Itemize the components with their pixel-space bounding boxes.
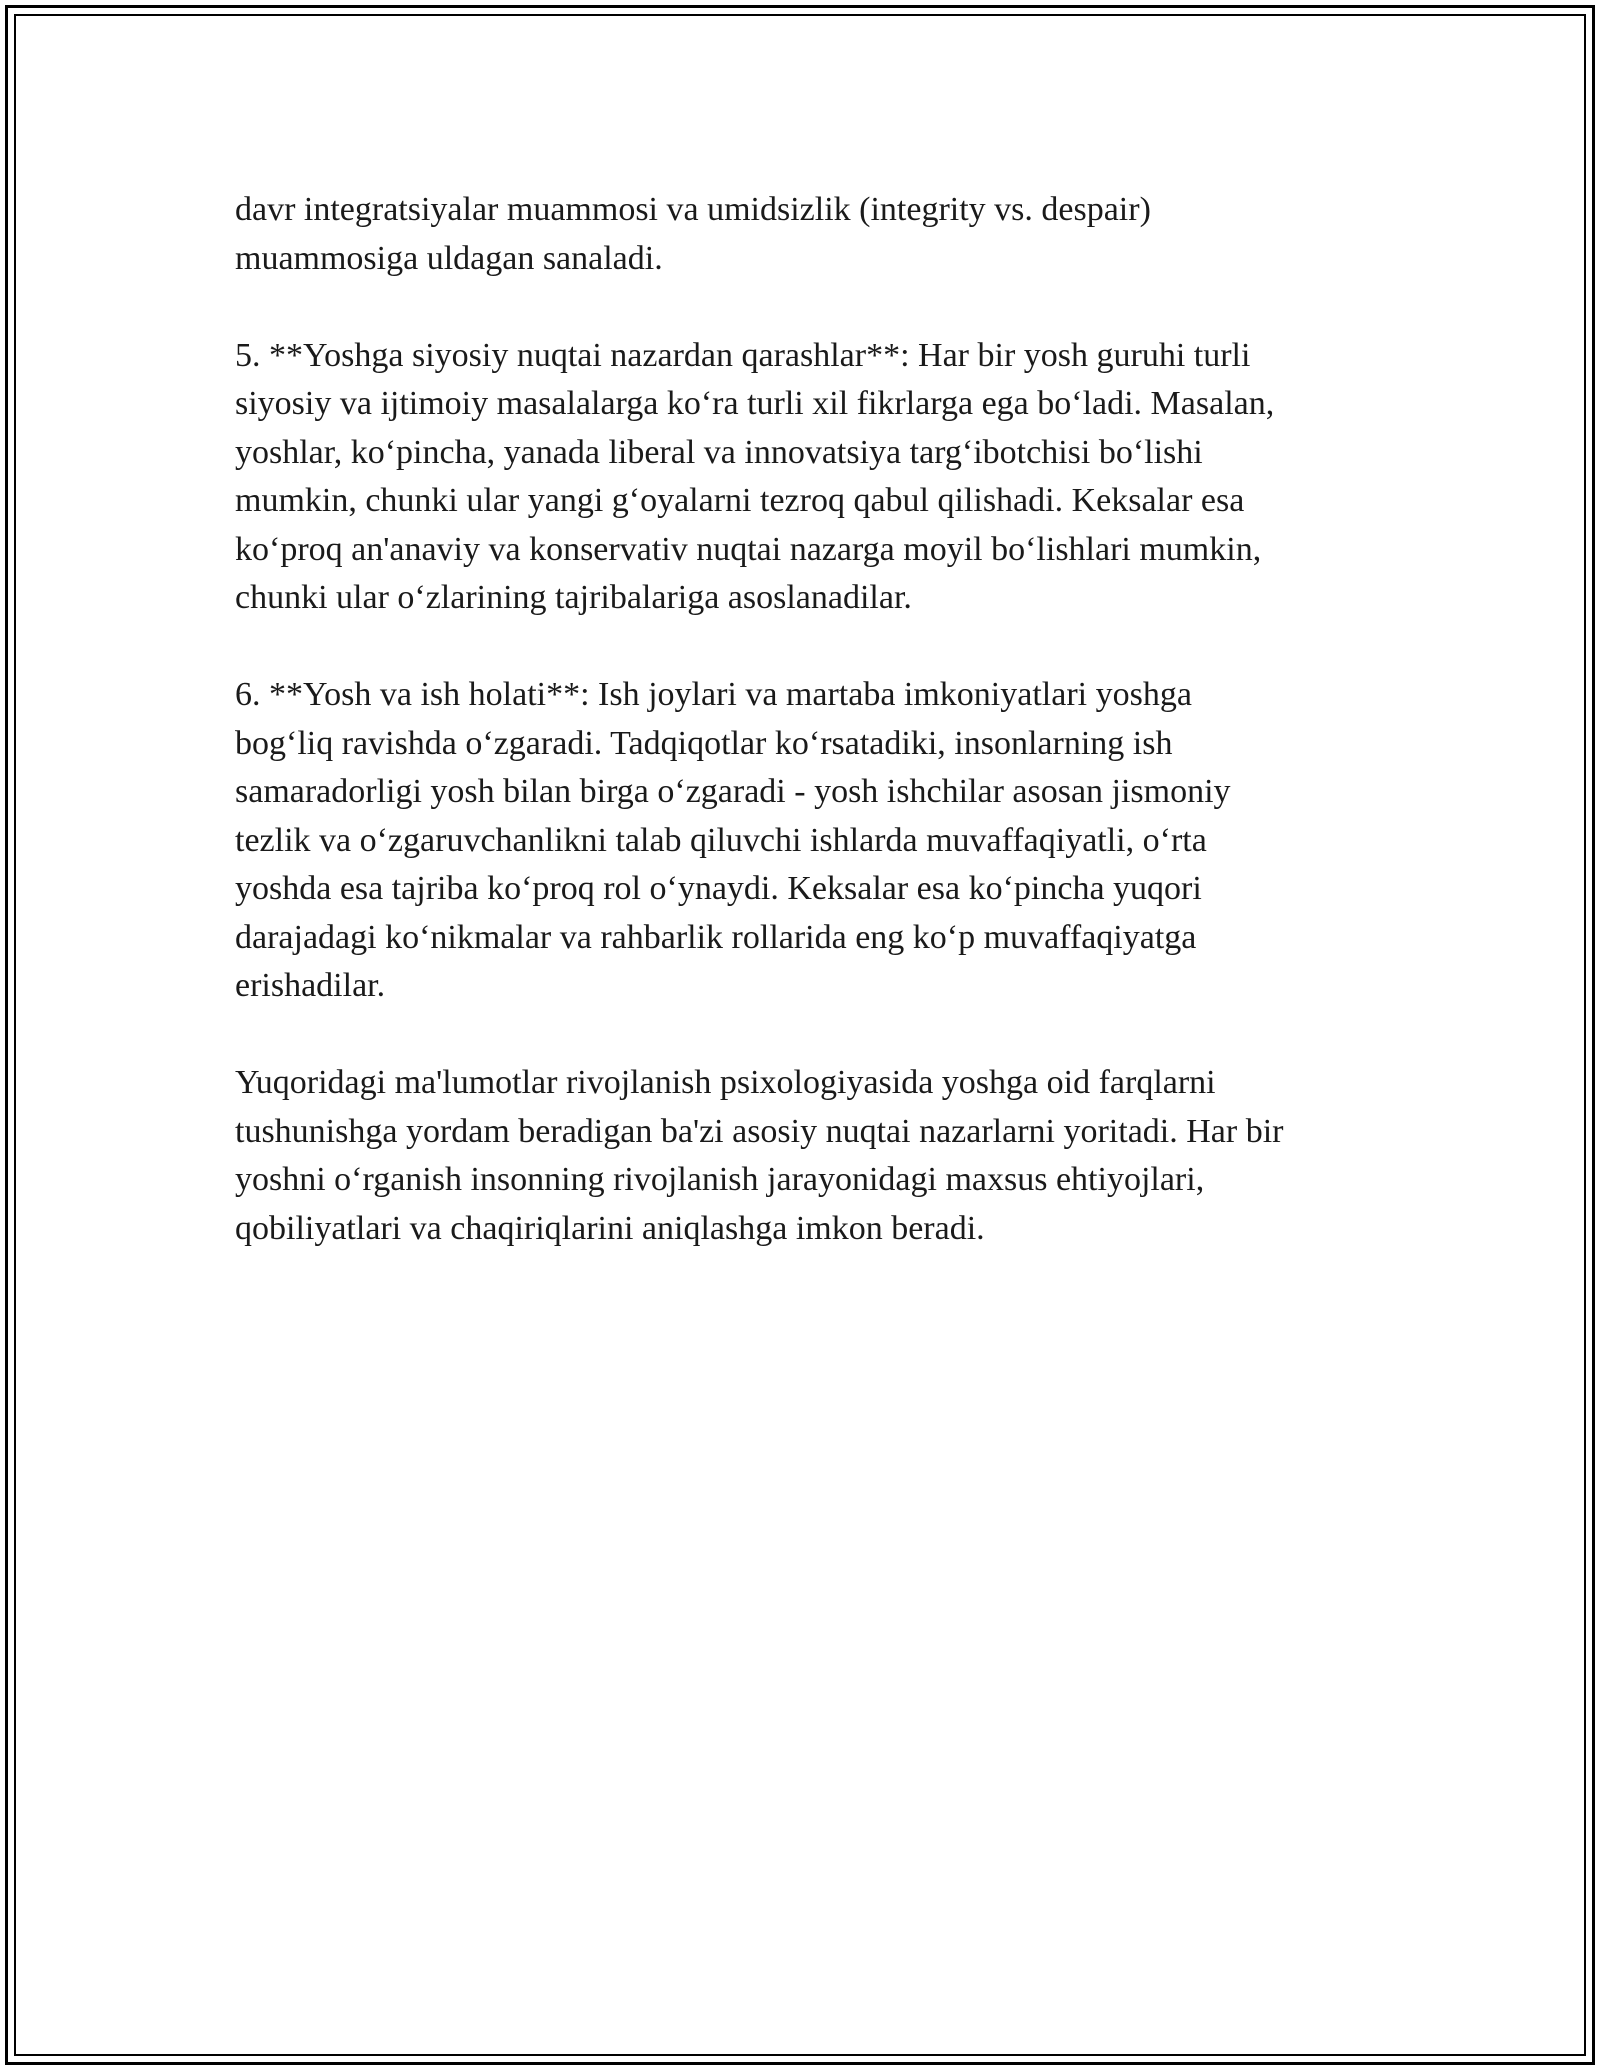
paragraph-item-5 [235, 332, 1415, 623]
paragraph-intro-continuation [235, 186, 1415, 283]
text-line: samaradorligi yosh bilan birga o‘zgaradi - yosh ishchilar asosan jismoniy [235, 773, 1231, 810]
text-line: 5. **Yoshga siyosiy nuqtai nazardan qarashlar**: Har bir yosh guruhi turli [235, 336, 1251, 374]
text-line: siyosiy va ijtimoiy masalalarga ko‘ra turli xil fikrlarga ega bo‘ladi. Masalan, [235, 385, 1275, 422]
text-line: yoshlar, ko‘pincha, yanada liberal va innovatsiya targ‘ibotchisi bo‘lishi [235, 433, 1203, 471]
text-line: chunki ular o‘zlarining tajribalariga asoslanadilar. [235, 579, 912, 616]
text-line: qobiliyatlari va chaqiriqlarini aniqlashga imkon beradi. [235, 1209, 985, 1247]
paragraph-conclusion [235, 1059, 1415, 1253]
text-line: darajadagi ko‘nikmalar va rahbarlik rollarida eng ko‘p muvaffaqiyatga [235, 918, 1197, 956]
paragraph-item-6 [235, 671, 1415, 1011]
text-line: davr integratsiyalar muammosi va umidsizlik (integrity vs. despair) [235, 191, 1151, 228]
text-line: yoshni o‘rganish insonning rivojlanish jarayonidagi maxsus ehtiyojlari, [235, 1161, 1205, 1198]
text-line: muammosiga uldagan sanaladi. [235, 239, 663, 277]
text-line: Yuqoridagi ma'lumotlar rivojlanish psixologiyasida yoshga oid farqlarni [235, 1064, 1216, 1101]
text-line: erishadilar. [235, 967, 386, 1004]
document-body [235, 186, 1415, 1302]
text-line: mumkin, chunki ular yangi g‘oyalarni tezroq qabul qilishadi. Keksalar esa [235, 482, 1245, 519]
text-line: tezlik va o‘zgaruvchanlikni talab qiluvchi ishlarda muvaffaqiyatli, o‘rta [235, 821, 1207, 859]
text-line: tushunishga yordam beradigan ba'zi asosiy nuqtai nazarlarni yoritadi. Har bir [235, 1112, 1284, 1150]
text-line: yoshda esa tajriba ko‘proq rol o‘ynaydi. Keksalar esa ko‘pincha yuqori [235, 870, 1202, 907]
text-line: bog‘liq ravishda o‘zgaradi. Tadqiqotlar ko‘rsatadiki, insonlarning ish [235, 724, 1173, 762]
text-line: ko‘proq an'anaviy va konservativ nuqtai nazarga moyil bo‘lishlari mumkin, [235, 530, 1262, 568]
text-line: 6. **Yosh va ish holati**: Ish joylari va martaba imkoniyatlari yoshga [235, 676, 1192, 713]
